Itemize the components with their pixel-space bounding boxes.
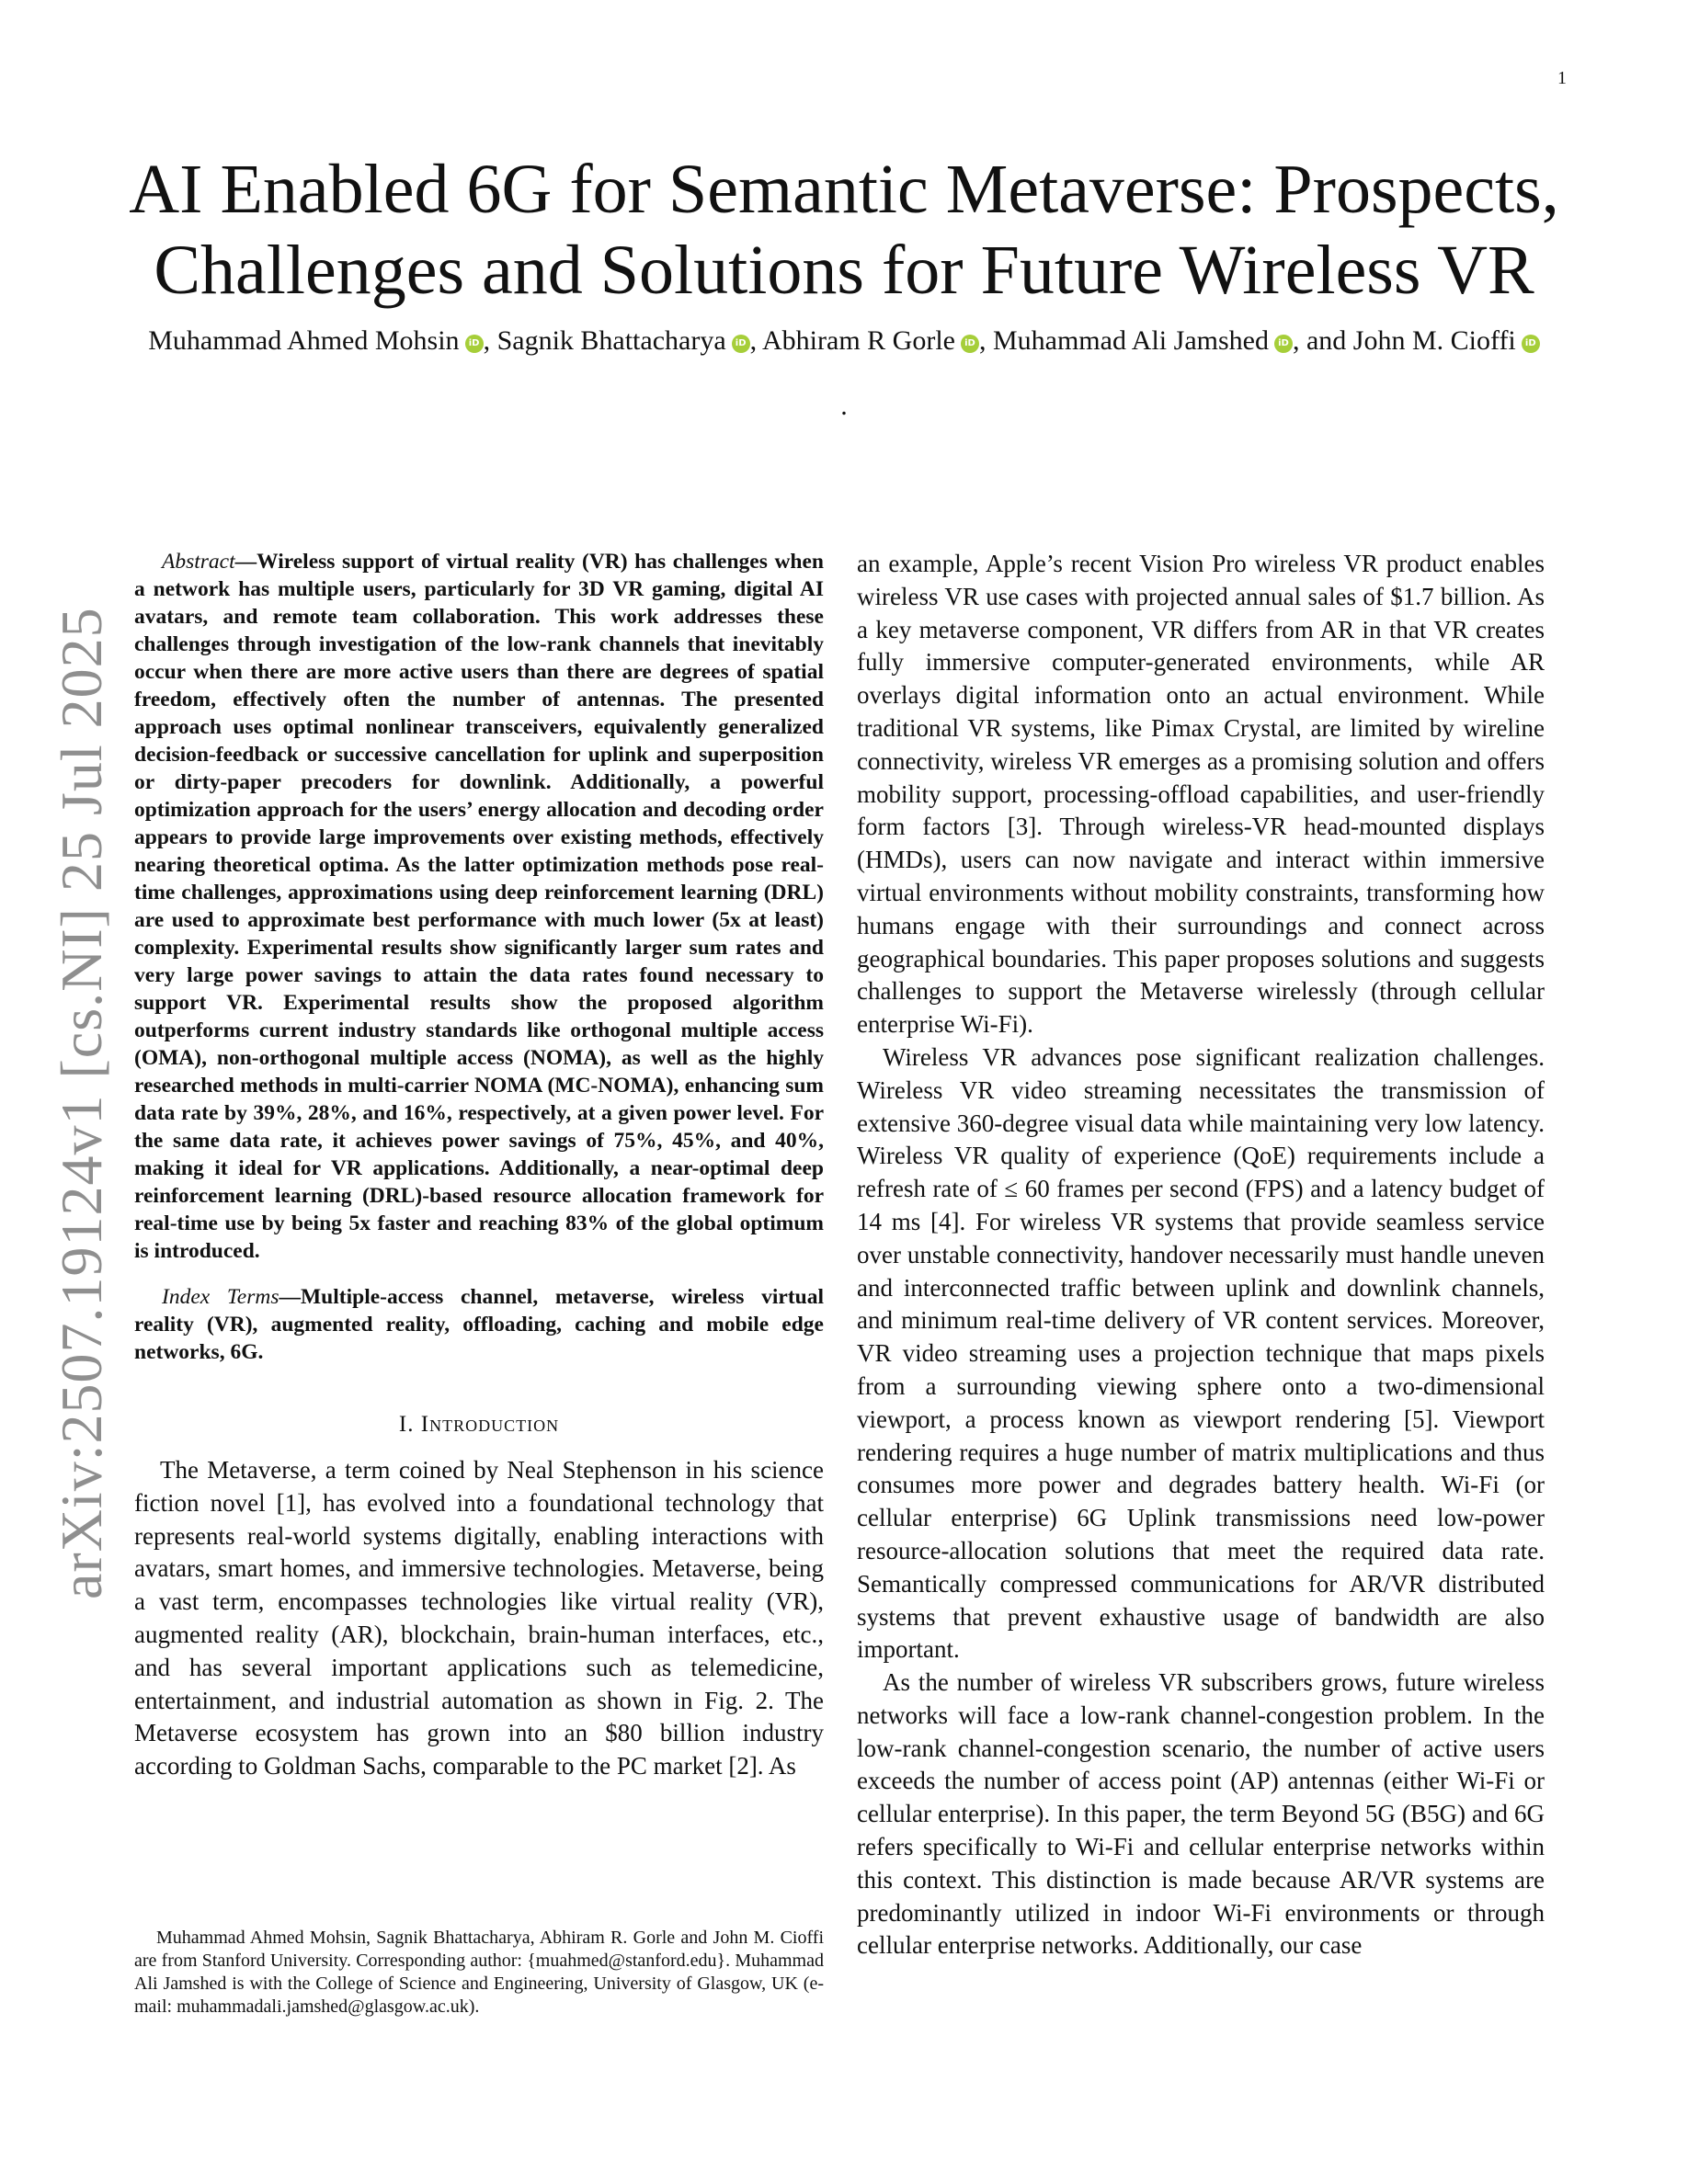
affiliation-footnote: Muhammad Ahmed Mohsin, Sagnik Bhattacharya, Abhiram R. Gorle and John M. Cioffi are from Stanford University. Corresponding author: {muahmed@stanford.edu}. Muhammad Ali Jamshed is with the College of Science and Engineering, University of Glasgow, UK (e-mail: muhammadali.jamshed@glasgow.ac.uk). — [134, 1928, 824, 2017]
author-separator: , — [978, 325, 993, 356]
author-name: Sagnik Bhattacharya — [496, 325, 726, 356]
abstract-dash: — — [234, 550, 257, 574]
orcid-icon[interactable]: iD — [1522, 335, 1540, 353]
author-separator: , — [749, 325, 763, 356]
author-trailing-dot: . — [840, 391, 848, 421]
abstract-text: Wireless support of virtual reality (VR) has challenges when a network has multiple users, particularly for 3D VR gaming, digital AI avatars, and remote team collaboration. This work addresses these challenges through investigation of the low-rank channels that inevitably occur when there are more active users than there are degrees of spatial freedom, effectively often the number of antennas. The presented approach uses optimal nonlinear transceivers, equivalently generalized decision-feedback or successive cancellation for uplink and superposition or dirty-paper precoders for downlink. Additionally, a powerful optimization approach for the users’ energy allocation and decoding order appears to provide large improvements over existing methods, effectively nearing theoretical optima. As the latter optimization methods pose real-time challenges, approximations using deep reinforcement learning (DRL) are used to approximate best performance with much lower (5x at least) complexity. Experimental results show significantly larger sum rates and very large power savings to attain the data rates found necessary to support VR. Experimental results show the proposed algorithm outperforms current industry standards like orthogonal multiple access (OMA), non-orthogonal multiple access (NOMA), as well as the highly researched methods in multi-carrier NOMA (MC-NOMA), enhancing sum data rate by 39%, 28%, and 16%, respectively, at a given power level. For the same data rate, it achieves power savings of 75%, 45%, and 40%, making it ideal for VR applications. Additionally, a near-optimal deep reinforcement learning (DRL)-based resource allocation framework for real-time use by being 5x faster and reaching 83% of the global optimum is introduced. — [134, 550, 824, 1263]
body-paragraph: Wireless VR advances pose significant realization challenges. Wireless VR video streaming necessitates the transmission of extensive 360-degree visual data while maintaining very low latency. Wireless VR quality of experience (QoE) requirements include a refresh rate of ≤ 60 frames per second (FPS) and a latency budget of 14 ms [4]. For wireless VR systems that provide seamless service over unstable connectivity, handover necessarily must handle uneven and interconnected traffic between uplink and downlink channels, and minimum real-time delivery of VR content services. Moreover, VR video streaming uses a projection technique that maps pixels from a surrounding viewing sphere onto a two-dimensional viewport, a process known as viewport rendering [5]. Viewport rendering requires a huge number of matrix multiplications and thus consumes more power and degrades battery health. Wi-Fi (or cellular enterprise) 6G Uplink transmissions need low-power resource-allocation solutions that meet the required data rate. Semantically compressed communications for AR/VR distributed systems that prevent exhaustive usage of bandwidth are also important. — [857, 1042, 1545, 1664]
author-list — [0, 322, 1688, 360]
abstract — [134, 548, 824, 1265]
author-name: Muhammad Ahmed Mohsin — [148, 325, 460, 356]
index-terms-dash: — — [279, 1285, 301, 1309]
orcid-icon[interactable]: iD — [961, 335, 979, 353]
author-name: Abhiram R Gorle — [762, 325, 955, 356]
body-paragraph: As the number of wireless VR subscribers grows, future wireless networks will face a low-rank channel-congestion problem. In the low-rank channel-congestion scenario, the number of active users exceeds the number of access point (AP) antennas (either Wi-Fi or cellular enterprise). In this paper, the term Beyond 5G (B5G) and 6G refers specifically to Wi-Fi and cellular enterprise networks within this context. This distinction is made because AR/VR systems are predominantly utilized in indoor Wi-Fi environments or through cellular enterprise networks. Additionally, our case — [857, 1668, 1545, 1960]
author-separator: , and — [1292, 325, 1353, 356]
body-paragraph: The Metaverse, a term coined by Neal Stephenson in his science fiction novel [1], has evolved into a foundational technology that represents real-world systems digitally, enabling interactions with avatars, smart homes, and immersive technologies. Metaverse, being a vast term, encompasses technologies like virtual reality (VR), augmented reality (AR), blockchain, brain-human interfaces, etc., and has several important applications such as telemedicine, entertainment, and industrial automation as shown in Fig. 2. The Metaverse ecosystem has grown into an $80 billion industry according to Goldman Sachs, comparable to the PC market [2]. As — [134, 1456, 824, 1780]
section-title: Introduction — [420, 1412, 560, 1437]
left-column — [134, 548, 824, 1783]
author-name: John M. Cioffi — [1352, 325, 1516, 356]
orcid-icon[interactable]: iD — [465, 335, 484, 353]
author-separator: , — [483, 325, 497, 356]
title-line-2: Challenges and Solutions for Future Wireless VR — [154, 232, 1534, 309]
body-paragraph: an example, Apple’s recent Vision Pro wireless VR product enables wireless VR use cases with projected annual sales of $1.7 billion. As a key metaverse component, VR differs from AR in that VR creates fully immersive computer-generated environments, while AR overlays digital information onto an actual environment. While traditional VR systems, like Pimax Crystal, are limited by wireline connectivity, wireless VR emerges as a promising solution and offers mobility support, processing-offload capabilities, and user-friendly form factors [3]. Through wireless-VR head-mounted displays (HMDs), users can now navigate and interact within immersive virtual environments without mobility constraints, transforming how humans engage with their surroundings and connect across geographical boundaries. This paper proposes solutions and suggests challenges to support the Metaverse wirelessly (through cellular enterprise Wi-Fi). — [857, 550, 1545, 1039]
right-column — [857, 548, 1545, 1962]
index-terms-text: Multiple-access channel, metaverse, wireless virtual reality (VR), augmented reality, offloading, caching and mobile edge networks, 6G. — [134, 1285, 824, 1364]
arxiv-sidebar-stamp: arXiv:2507.19124v1 [cs.NI] 25 Jul 2025 — [49, 607, 114, 1599]
index-terms — [134, 1283, 824, 1366]
orcid-icon[interactable]: iD — [732, 335, 750, 353]
author-name: Muhammad Ali Jamshed — [992, 325, 1269, 356]
page-number: 1 — [1557, 68, 1567, 88]
abstract-lead: Abstract — [162, 550, 235, 574]
paper-title — [0, 149, 1688, 311]
orcid-icon[interactable]: iD — [1274, 335, 1293, 353]
section-heading — [134, 1412, 824, 1438]
section-number: I. — [398, 1412, 421, 1437]
title-line-1: AI Enabled 6G for Semantic Metaverse: Prospects, — [129, 151, 1559, 228]
index-terms-lead: Index Terms — [162, 1285, 279, 1309]
